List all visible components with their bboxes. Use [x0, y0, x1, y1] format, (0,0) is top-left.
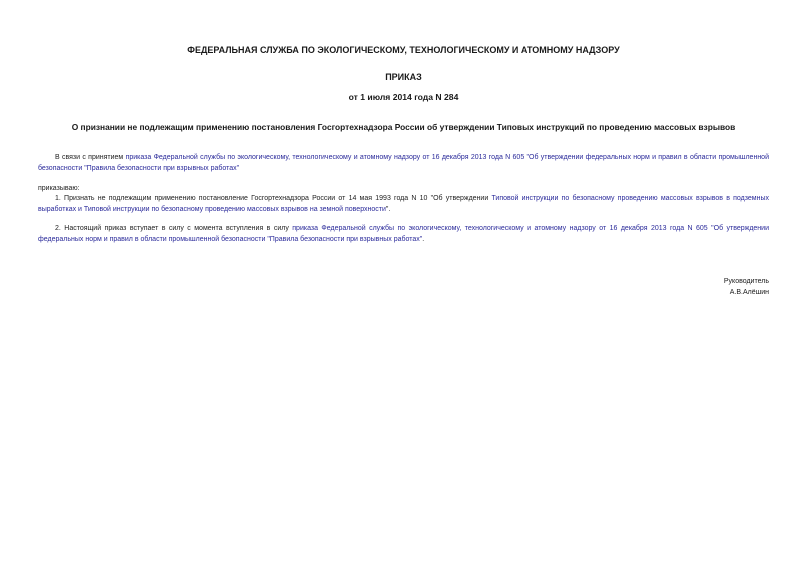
item-2-tail: .	[422, 236, 425, 243]
date-number: от 1 июля 2014 года N 284	[348, 92, 459, 102]
item-1-link[interactable]: Типовой инструкции по безопасному проведению массовых взрывов в подземных выработках и Типовой инструкции по безопасному проведению массовых взрывов на земной поверхности	[38, 195, 769, 213]
item-1-tail: ".	[385, 206, 391, 213]
paragraph-item-2	[38, 223, 769, 245]
item-1-lead: 1. Признать не подлежащим применению постановление Госгортехнадзора России от 14 мая 1993 года N 10 "Об утверждении	[55, 195, 492, 202]
paragraph-item-1	[38, 193, 769, 215]
signatory-position: Руководитель	[723, 278, 769, 285]
item-2-link[interactable]: приказа Федеральной службы по экологическому, технологическому и атомному надзору от 16 декабря 2013 года N 605 "Об утверждении федеральных норм и правил в области промышленной безопасности "Правила безопасности при взрывных работах"	[38, 225, 769, 243]
paragraph-preamble	[38, 152, 769, 174]
preamble-link[interactable]: приказа Федеральной службы по экологическому, технологическому и атомному надзору от 16 декабря 2013 года N 605 "Об утверждении федеральных норм и правил в области промышленной безопасности "Правила безопасности при взрывных работах"	[38, 154, 769, 172]
item-2-lead: 2. Настоящий приказ вступает в силу с момента вступления в силу	[55, 225, 293, 232]
preamble-lead: В связи с принятием	[55, 154, 126, 161]
doc-type-title: ПРИКАЗ	[385, 72, 422, 82]
signatory-name: А.В.Алёшин	[729, 289, 769, 296]
agency-title: ФЕДЕРАЛЬНАЯ СЛУЖБА ПО ЭКОЛОГИЧЕСКОМУ, ТЕХНОЛОГИЧЕСКОМУ И АТОМНОМУ НАДЗОРУ	[187, 45, 620, 55]
order-subject: О признании не подлежащим применению постановления Госгортехнадзора России об утверждении Типовых инструкций по проведению массовых взрывов	[71, 122, 736, 132]
paragraph-order-word: приказываю:	[38, 185, 80, 192]
